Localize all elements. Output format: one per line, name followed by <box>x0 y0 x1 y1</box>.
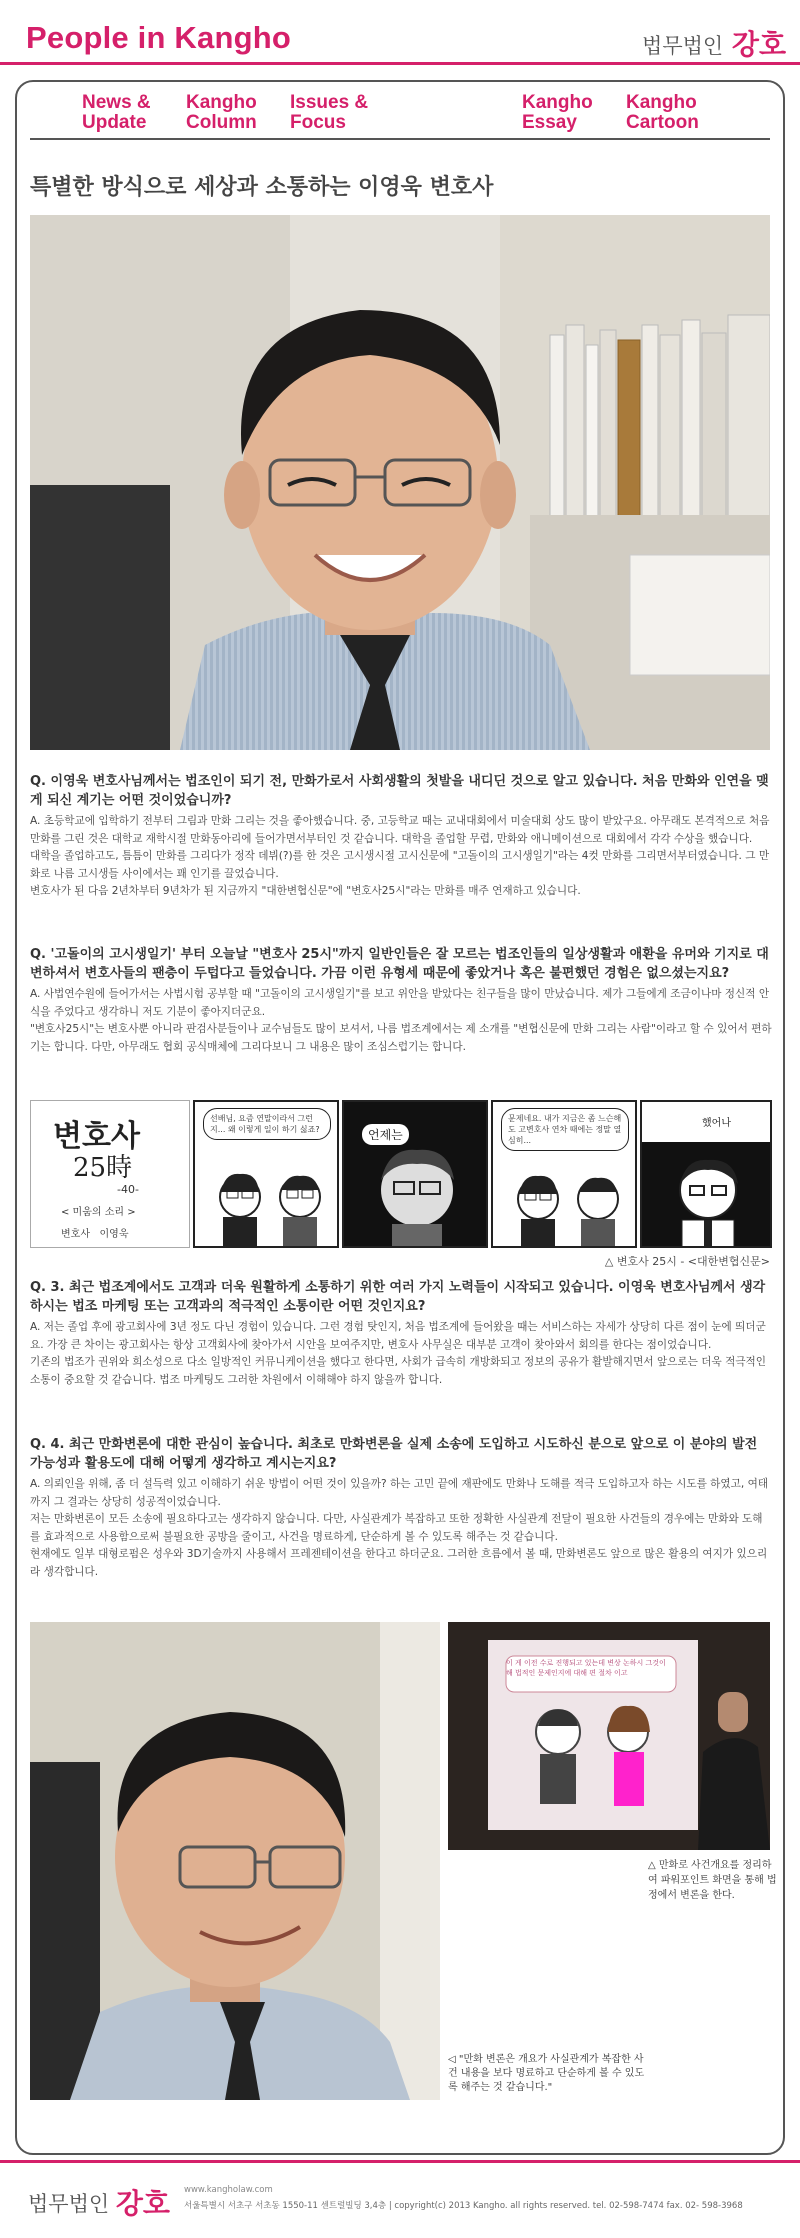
section-nav <box>82 93 782 135</box>
presentation-illustration <box>448 1622 770 1850</box>
answer-3-para-2: 기존의 법조가 권위와 희소성으로 다소 일방적인 커뮤니케이션을 했다고 한다면, 사회가 급속히 개방화되고 정보의 공유가 활발해지면서 앞으로는 더욱 적극적인 소통이 중요할 것 같습니다. 법조 마케팅도 그러한 차원에서 이해해야 하지 않을까 합니다. <box>30 1356 767 1386</box>
footer-firm-logo[interactable] <box>28 2180 170 2220</box>
answer-1-para-2: 대학을 졸업하고도, 틈틈이 만화를 그리다가 정작 데뷔(?)를 한 것은 고시생시절 고시신문에 "고돌이의 고시생일기"라는 4컷 만화를 그리면서부터였습니다. 그 만화로 나름 고시생들 사이에서는 꽤 인기를 끌었습니다. <box>30 850 770 880</box>
nav-kangho-cartoon[interactable]: Kangho Cartoon <box>626 92 699 133</box>
presentation-caption: △ 만화로 사건개요를 정리하여 파워포인트 화면을 통해 법정에서 변론을 한다. <box>648 1860 777 1901</box>
comic-strip <box>30 1100 772 1250</box>
comic-panel-3 <box>491 1100 637 1248</box>
question-3: Q. 3. 최근 법조계에서도 고객과 더욱 원활하게 소통하기 위한 여러 가지 노력들이 시작되고 있습니다. 이영욱 변호사님께서 생각하시는 법조 마케팅 또는 고객과의 적극적인 소통이란 어떤 것인지요? <box>30 1280 766 1314</box>
comic-episode: -40- <box>117 1183 139 1196</box>
comic-bubble-3: 문제네요. 내가 지금은 좀 느슨해도 고변호사 연차 때에는 정말 열심히... <box>501 1108 629 1151</box>
comic-panel-2-art <box>344 1102 488 1248</box>
firm-prefix: 법무법인 <box>642 34 724 58</box>
answer-4-para-1: A. 의뢰인을 위해, 좀 더 설득력 있고 이해하기 쉬운 방법이 어떤 것이 있을까? 하는 고민 끝에 재판에도 만화나 도해를 적극 도입하고자 하는 시도를 하였고, 여태까지 그 결과는 상당히 성공적이었습니다. <box>30 1478 769 1508</box>
courtroom-presentation-photo <box>448 1622 770 1850</box>
footer-divider <box>0 2160 800 2163</box>
answer-1-para-3: 변호사가 된 다음 2년차부터 9년차가 된 지금까지 "대한변협신문"에 "변호사25시"라는 만화를 매주 연재하고 있습니다. <box>30 885 581 897</box>
lawyer-side-photo <box>30 1622 440 2100</box>
comic-panel-4 <box>640 1100 772 1248</box>
comic-caption: △ 변호사 25시 - <대한변협신문> <box>604 1255 770 1268</box>
qa-block-4 <box>30 1435 772 1581</box>
footer-firm-prefix: 법무법인 <box>28 2192 110 2216</box>
article-title: 특별한 방식으로 세상과 소통하는 이영욱 변호사 <box>30 175 494 200</box>
header-divider <box>0 62 800 65</box>
nav-issues-focus[interactable]: Issues & Focus <box>290 92 369 133</box>
firm-logo[interactable] <box>642 22 786 62</box>
comic-panel-3-art <box>493 1102 637 1248</box>
footer-firm-name: 강호 <box>115 2187 170 2220</box>
answer-2-para-2: "변호사25시"는 변호사뿐 아니라 판검사분들이나 교수님들도 많이 보셔서, 나름 법조계에서는 제 소개를 "변협신문에 만화 그리는 사람"이라고 할 수 있어서 편하기는 합니다. 다만, 아무래도 협회 공식매체에 그리다보니 그 내용은 많이 조심스럽기는 합니다. <box>30 1023 772 1053</box>
comic-subtitle: < 미움의 소리 > <box>61 1207 136 1218</box>
qa-block-3 <box>30 1278 772 1389</box>
comic-title: 변호사 <box>53 1119 140 1154</box>
qa-block-2 <box>30 945 772 1056</box>
side-photo-illustration <box>30 1622 440 2100</box>
lawyer-portrait-photo <box>30 215 770 750</box>
quote-caption: ◁ "만화 변론은 개요가 사실관계가 복잡한 사건 내용을 보다 명료하고 단순하게 볼 수 있도록 해주는 것 같습니다." <box>448 2054 645 2093</box>
question-2: Q. '고돌이의 고시생일기' 부터 오늘날 "변호사 25시"까지 일반인들은 잘 모르는 법조인들의 일상생활과 애환을 유머와 기지로 대변하셔서 변호사들의 팬층이 두텁다고 들었습니다. 가끔 이런 유형세 때문에 좋았거나 혹은 불편했던 경험은 없으셨는지요? <box>30 947 769 981</box>
firm-name: 강호 <box>731 28 786 61</box>
slide-text: 이 게 이전 수로 진행되고 있는데 변상 논하시 그것이 해 법적인 문제인지에 대해 편 절차 이고 <box>506 1659 666 1677</box>
comic-author: 변호사 이영욱 <box>61 1229 129 1240</box>
answer-4-para-2: 저는 만화변론이 모든 소송에 필요하다고는 생각하지 않습니다. 다만, 사실관계가 복잡하고 또한 정확한 사실관계 전달이 필요한 사건들의 경우에는 만화와 도해를 효과적으로 사용함으로써 불필요한 공방을 줄이고, 사건을 명료하게, 단순하게 볼 수 있도록 해주는 것 같습니다. <box>30 1513 763 1543</box>
comic-title-panel <box>30 1100 190 1248</box>
page-header <box>0 0 800 64</box>
answer-4-para-3: 현재에도 일부 대형로펌은 성우와 3D기술까지 사용해서 프레젠테이션을 한다고 하더군요. 그러한 흐름에서 볼 때, 만화변론도 앞으로 많은 활용의 여지가 있으리라 생각합니다. <box>30 1548 768 1578</box>
comic-title-number: 25時 <box>73 1153 133 1183</box>
nav-news-update[interactable]: News & Update <box>82 92 151 133</box>
footer-website-link[interactable]: www.kangholaw.com <box>184 2185 273 2195</box>
nav-divider <box>30 138 770 140</box>
comic-bubble-1: 선배님, 요즘 연말이라서 그런지... 왜 이렇게 일이 하기 싫죠? <box>203 1108 331 1140</box>
nav-kangho-essay[interactable]: Kangho Essay <box>522 92 593 133</box>
answer-1-para-1: A. 초등학교에 입학하기 전부터 그림과 만화 그리는 것을 좋아했습니다. 중, 고등학교 때는 교내대회에서 미술대회 상도 많이 받았구요. 아무래도 본격적으로 처음 만화를 그린 것은 대학교 재학시절 만화동아리에 들어가면서부터인 것 같습니다. 대학을 졸업할 무렵, 만화와 애니메이션으로 대회에서 각각 수상을 했습니다. <box>30 815 770 845</box>
footer-address: 서울특별시 서초구 서초동 1550-11 센트럴빌딩 3,4층 | copyright(c) 2013 Kangho. all rights reserved. tel. 02-598-7474 fax. 02- 598-3968 <box>184 2201 743 2211</box>
comic-panel-2 <box>342 1100 488 1248</box>
comic-panel-1 <box>193 1100 339 1248</box>
comic-bubble-2: 언제는 <box>362 1124 409 1145</box>
question-4: Q. 4. 최근 만화변론에 대한 관심이 높습니다. 최초로 만화변론을 실제 소송에 도입하고 시도하신 분으로 앞으로 이 분야의 발전 가능성과 활용도에 대해 어떻게 생각하고 계시는지요? <box>30 1437 758 1471</box>
comic-bubble-4: 했어나 <box>702 1118 731 1129</box>
nav-kangho-column[interactable]: Kangho Column <box>186 92 257 133</box>
answer-3-para-1: A. 저는 졸업 후에 광고회사에 3년 정도 다닌 경험이 있습니다. 그런 경험 탓인지, 처음 법조계에 들어왔을 때는 서비스하는 자세가 상당히 다른 점이 눈에 띄더군요. 가장 큰 차이는 광고회사는 항상 고객회사에 찾아가서 시안을 보여주지만, 변호사 사무실은 대부분 고객이 찾아와서 회의를 한다는 점이었습니다. <box>30 1321 766 1351</box>
portrait-illustration <box>30 215 770 750</box>
answer-2-para-1: A. 사법연수원에 들어가서는 사법시험 공부할 때 "고돌이의 고시생일기"를 보고 위안을 받았다는 친구들을 많이 만났습니다. 제가 그들에게 조금이나마 정신적 안식을 주었다고 생각하니 저도 기분이 좋아지더군요. <box>30 988 770 1018</box>
comic-panel-1-art <box>195 1102 339 1248</box>
qa-block-1 <box>30 772 772 901</box>
question-1: Q. 이영욱 변호사님께서는 법조인이 되기 전, 만화가로서 사회생활의 첫발을 내디딘 것으로 알고 있습니다. 처음 만화와 인연을 맺게 되신 계기는 어떤 것이었습니까? <box>30 774 769 808</box>
brand-title[interactable]: People in Kangho <box>26 20 291 55</box>
